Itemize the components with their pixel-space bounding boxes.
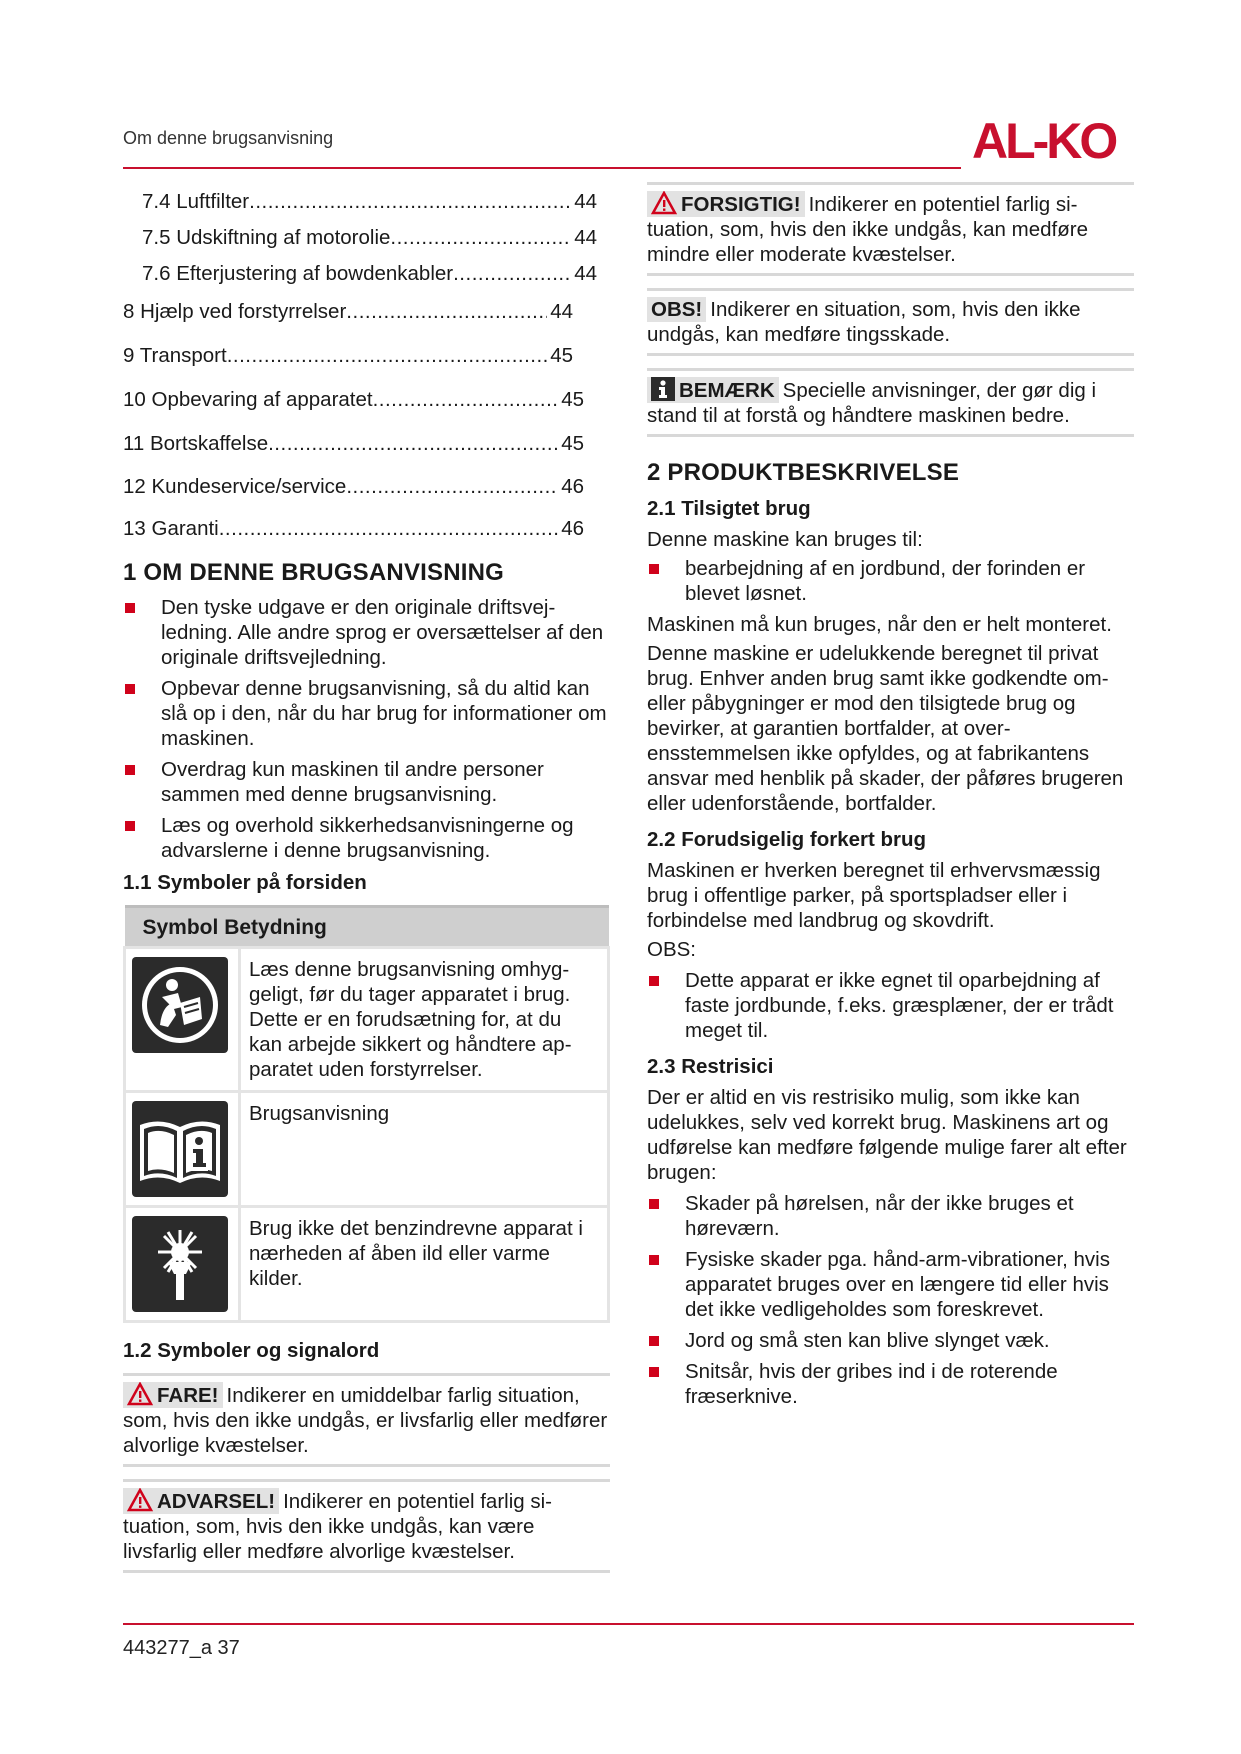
toc-entry[interactable]: 9 Transport ..... 45	[123, 344, 573, 368]
section-heading: 1 OM DENNE BRUGSANVISNING	[123, 559, 505, 586]
signal-label: BEMÆRK	[647, 377, 779, 403]
list-item: Opbevar denne brugsanvisning, så du altid kan slå op i den, når du har brug for informationer om maskinen.	[123, 676, 610, 751]
running-header: Om denne brugsanvisning	[123, 128, 334, 148]
list-item: Den tyske udgave er den originale driftsvejledning. Alle andre sprog er oversættelser af den originale driftsvejledning.	[123, 595, 610, 670]
list-item: Læs og overhold sikkerhedsanvisningerne og advarslerne i denne brugsanvisning.	[123, 813, 610, 863]
table-row	[125, 1207, 609, 1322]
subsection-heading: 1.1 Symboler på forsiden	[123, 871, 367, 894]
warning-triangle-icon	[127, 1488, 153, 1512]
signal-label: ADVARSEL!	[123, 1488, 279, 1514]
table-header: Symbol Betydning	[125, 907, 609, 948]
list-item: Dette apparat er ikke egnet til oparbejdning af faste jordbunde, f.eks. græsplæner, der er trådt meget til.	[647, 968, 1134, 1043]
list-item: Overdrag kun maskinen til andre personer sammen med denne brugsanvisning.	[123, 757, 610, 807]
signal-word-advarsel: ADVARSEL! Indikerer en potentiel farlig situation, som, hvis den ikke undgås, kan være livsfarlig eller medføre alvorlige kvæstelser.	[123, 1479, 610, 1573]
bullet-list	[647, 968, 1134, 1043]
signal-word-forsigtig: FORSIGTIG! Indikerer en potentiel farlig situation, som, hvis den ikke undgås, kan medføre mindre eller moderate kvæstelser.	[647, 182, 1134, 276]
page-footer	[123, 1637, 240, 1660]
list-item: Skader på hørelsen, når der ikke bruges et høreværn.	[647, 1191, 1134, 1241]
alko-logo	[972, 114, 1132, 166]
left-column	[123, 190, 610, 1585]
table-of-contents	[123, 190, 610, 541]
signal-label: FORSIGTIG!	[647, 191, 805, 217]
header-rule	[123, 167, 961, 169]
symbol-meaning: Brugsanvisning	[240, 1092, 609, 1207]
list-item: bearbejdning af en jordbund, der forinden er blevet løsnet.	[647, 556, 1134, 606]
symbol-meaning: Læs denne brugsanvisning omhyggeligt, før du tager apparatet i brug. Dette er en forudsætning for, at du kan arbejde sikkert og håndtere apparatet uden forstyrrelser.	[240, 948, 609, 1092]
toc-entry[interactable]: 7.4 Luftfilter ..... 44	[142, 190, 597, 214]
list-item: Fysiske skader pga. hånd-arm-vibrationer, hvis apparatet bruges over en længere tid eller hvis det ikke vedligeholdes som foreskrevet.	[647, 1247, 1134, 1322]
read-manual-icon	[132, 957, 228, 1053]
right-column	[647, 182, 1134, 1417]
toc-entry[interactable]: 7.6 Efterjustering af bowdenkabler ..... 44	[142, 262, 597, 286]
bullet-list	[647, 556, 1134, 606]
paragraph: Maskinen er hverken beregnet til erhvervsmæssig brug i offentlige parker, på sportspladser eller i forbindelse med landbrug og skovdrift.	[647, 859, 1101, 932]
paragraph: Denne maskine er udelukkende beregnet til privat brug. Enhver anden brug samt ikke godkendte om- eller påbygninger er mod den tilsigtede brug og bevirker, at garantien bortfalder, at overensstemmelsen ikke opfyldes, og at fabrikantens ansvar med henblik på skader, der påføres brugeren eller udenforstående, bortfalder.	[647, 642, 1124, 815]
list-item: Jord og små sten kan blive slynget væk.	[647, 1328, 1134, 1353]
paragraph: OBS:	[647, 938, 696, 961]
footer-rule	[123, 1623, 1134, 1625]
signal-word-fare: FARE! Indikerer en umiddelbar farlig situation, som, hvis den ikke undgås, er livsfarlig eller medfører alvorlige kvæstelser.	[123, 1373, 610, 1467]
bullet-list	[123, 595, 610, 863]
alko-logo-text: AL-KO	[972, 114, 1116, 166]
list-item: Snitsår, hvis der gribes ind i de roterende fræserknive.	[647, 1359, 1134, 1409]
doc-number: 443277_a	[123, 1637, 212, 1659]
toc-entry[interactable]: 10 Opbevaring af apparatet ..... 45	[123, 388, 584, 412]
signal-word-obs: OBS! Indikerer en situation, som, hvis den ikke undgås, kan medføre tingsskade.	[647, 288, 1134, 356]
symbol-table	[123, 905, 610, 1323]
subsection-heading: 2.3 Restrisici	[647, 1055, 774, 1078]
section-heading: 2 PRODUKTBESKRIVELSE	[647, 459, 960, 486]
symbol-meaning: Brug ikke det benzindrevne apparat i nærheden af åben ild eller varme kilder.	[240, 1207, 609, 1322]
toc-entry[interactable]: 12 Kundeservice/service ..... 46	[123, 475, 584, 499]
info-icon	[651, 377, 675, 401]
subsection-heading: 1.2 Symboler og signalord	[123, 1339, 380, 1362]
bullet-list	[647, 1191, 1134, 1409]
signal-label: OBS!	[647, 297, 706, 322]
signal-label: FARE!	[123, 1382, 223, 1408]
toc-entry[interactable]: 8 Hjælp ved forstyrrelser ..... 44	[123, 300, 573, 324]
manual-info-icon	[132, 1101, 228, 1197]
paragraph: Denne maskine kan bruges til:	[647, 528, 923, 551]
no-open-flame-icon	[132, 1216, 228, 1312]
subsection-heading: 2.1 Tilsigtet brug	[647, 497, 811, 520]
warning-triangle-icon	[651, 191, 677, 215]
signal-word-bemaerk: BEMÆRK Specielle anvisninger, der gør dig i stand til at forstå og håndtere maskinen bedre.	[647, 368, 1134, 437]
table-row	[125, 1092, 609, 1207]
toc-entry[interactable]: 13 Garanti ..... 46	[123, 517, 584, 541]
paragraph: Maskinen må kun bruges, når den er helt monteret.	[647, 613, 1112, 636]
page-number: 37	[217, 1637, 240, 1659]
warning-triangle-icon	[127, 1382, 153, 1406]
table-row	[125, 948, 609, 1092]
toc-entry[interactable]: 7.5 Udskiftning af motorolie ..... 44	[142, 226, 597, 250]
paragraph: Der er altid en vis restrisiko mulig, som ikke kan udelukkes, selv ved korrekt brug. Maskinens art og udførelse kan medføre følgende mulige farer alt efter brugen:	[647, 1086, 1127, 1184]
toc-entry[interactable]: 11 Bortskaffelse ..... 45	[123, 432, 584, 456]
subsection-heading: 2.2 Forudsigelig forkert brug	[647, 828, 927, 851]
